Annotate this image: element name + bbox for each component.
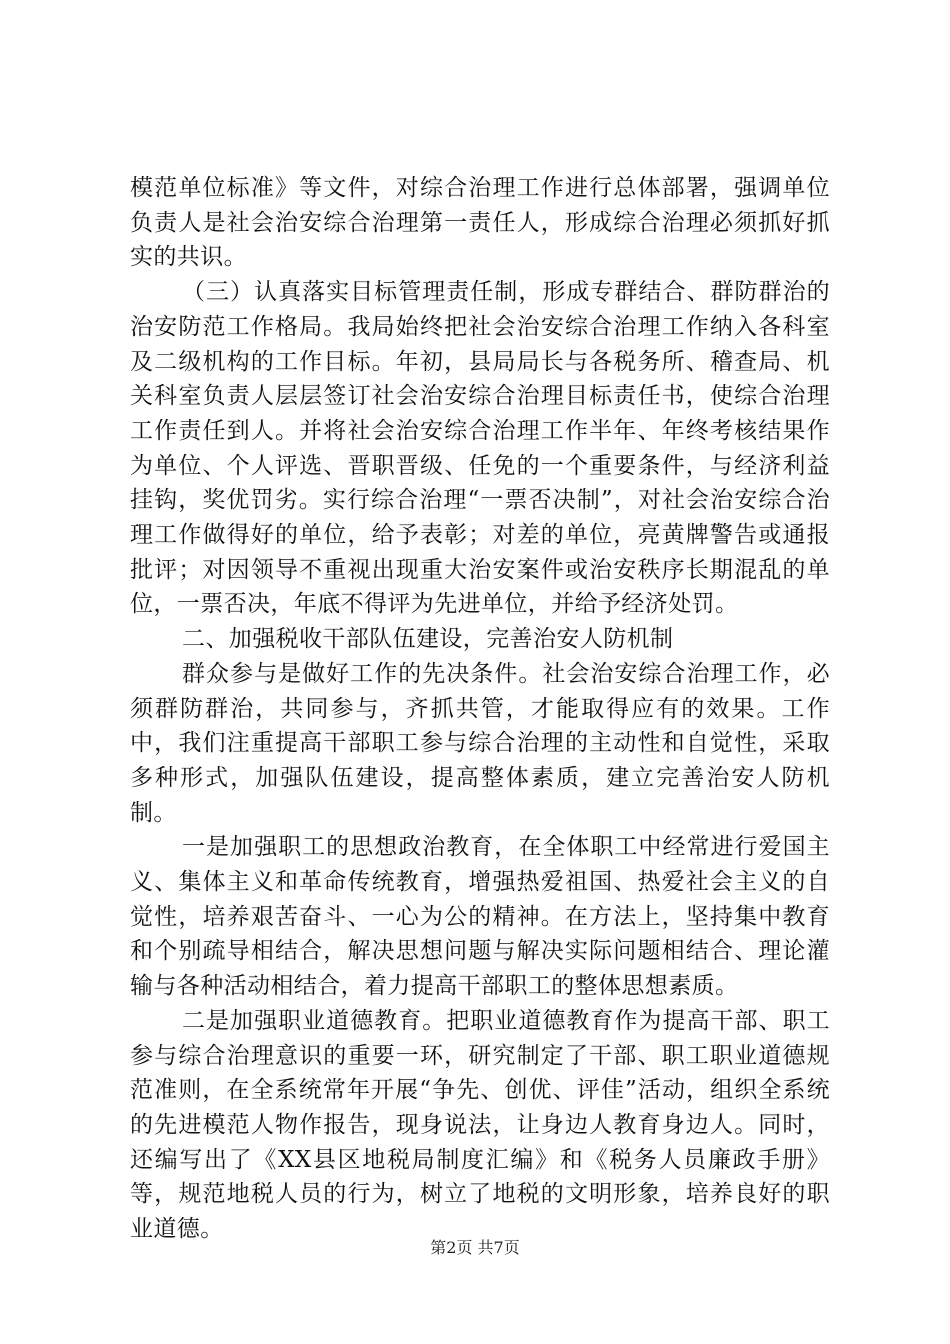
- paragraph: （三）认真落实目标管理责任制，形成专群结合、群防群治的治安防范工作格局。我局始终把社会治安综合治理工作纳入各科室及二级机构的工作目标。年初，县局局长与各税务所、稽查局、机关科室负责人层层签订社会治安综合治理目标责任书，使综合治理工作责任到人。并将社会治安综合治理工作半年、年终考核结果作为单位、个人评选、晋职晋级、任免的一个重要条件，与经济利益挂钩，奖优罚劣。实行综合治理“一票否决制”，对社会治安综合治理工作做得好的单位，给予表彰；对差的单位，亮黄牌警告或通报批评；对因领导不重视出现重大治安案件或治安秩序长期混乱的单位，一票否决，年底不得评为先进单位，并给予经济处罚。: [130, 279, 830, 618]
- paragraph: 二是加强职业道德教育。把职业道德教育作为提高干部、职工参与综合治理意识的重要一环，研究制定了干部、职工职业道德规范准则，在全系统常年开展“争先、创优、评佳”活动，组织全系统的先进模范人物作报告，现身说法，让身边人教育身边人。同时，还编写出了《XX县区地税局制度汇编》和《税务人员廉政手册》等，规范地税人员的行为，树立了地税的文明形象，培养良好的职业道德。: [130, 1007, 830, 1243]
- paragraph: 群众参与是做好工作的先决条件。社会治安综合治理工作，必须群防群治，共同参与，齐抓共管，才能取得应有的效果。工作中，我们注重提高干部职工参与综合治理的主动性和自觉性，采取多种形式，加强队伍建设，提高整体素质，建立完善治安人防机制。: [130, 660, 830, 826]
- paragraph: 一是加强职工的思想政治教育，在全体职工中经常进行爱国主义、集体主义和革命传统教育，增强热爱祖国、热爱社会主义的自觉性，培养艰苦奋斗、一心为公的精神。在方法上，坚持集中教育和个别疏导相结合，解决思想问题与解决实际问题相结合、理论灌输与各种活动相结合，着力提高干部职工的整体思想素质。: [130, 834, 830, 1000]
- page-number-footer: 第2页 共7页: [430, 1238, 520, 1257]
- section-heading: 二、加强税收干部队伍建设，完善治安人防机制: [182, 626, 674, 653]
- document-body: [130, 171, 830, 1247]
- paragraph: 模范单位标准》等文件，对综合治理工作进行总体部署，强调单位负责人是社会治安综合治理第一责任人，形成综合治理必须抓好抓实的共识。: [130, 175, 830, 271]
